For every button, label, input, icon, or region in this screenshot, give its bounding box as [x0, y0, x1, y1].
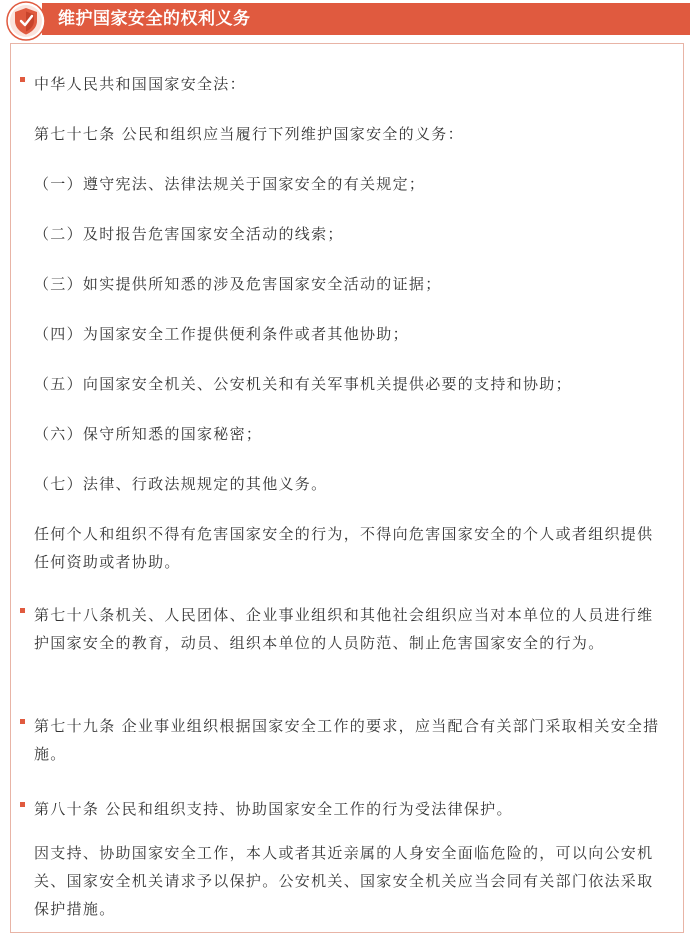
bullet-marker	[20, 77, 25, 82]
duty-item: （七）法律、行政法规规定的其他义务。	[34, 475, 328, 493]
duty-item: （六）保守所知悉的国家秘密；	[34, 425, 263, 443]
bullet-marker	[20, 608, 25, 613]
duty-item: （一）遵守宪法、法律法规关于国家安全的有关规定；	[34, 175, 426, 193]
prohibition-paragraph: 任何个人和组织不得有危害国家安全的行为，不得向危害国家安全的个人或者组织提供任何资助或者协助。	[34, 525, 654, 571]
duty-item: （二）及时报告危害国家安全活动的线索；	[34, 225, 344, 243]
article-80-detail: 因支持、协助国家安全工作，本人或者其近亲属的人身安全面临危险的，可以向公安机关、国家安全机关请求予以保护。公安机关、国家安全机关应当会同有关部门依法采取保护措施。	[34, 844, 654, 918]
section-header	[6, 3, 690, 35]
law-title: 中华人民共和国国家安全法：	[34, 75, 246, 93]
duty-item: （四）为国家安全工作提供便利条件或者其他协助；	[34, 325, 409, 343]
shield-badge-icon	[6, 1, 46, 41]
duty-item: （三）如实提供所知悉的涉及危害国家安全活动的证据；	[34, 275, 442, 293]
article-78-paragraph: 第七十八条机关、人民团体、企业事业组织和其他社会组织应当对本单位的人员进行维护国家安全的教育，动员、组织本单位的人员防范、制止危害国家安全的行为。	[34, 606, 654, 652]
article-80-paragraph: 第八十条 公民和组织支持、协助国家安全工作的行为受法律保护。	[34, 800, 513, 818]
article-79-paragraph: 第七十九条 企业事业组织根据国家安全工作的要求，应当配合有关部门采取相关安全措施。	[34, 717, 660, 763]
bullet-marker	[20, 719, 25, 724]
bullet-marker	[20, 802, 25, 807]
article-77-intro: 第七十七条 公民和组织应当履行下列维护国家安全的义务：	[34, 125, 464, 143]
duty-item: （五）向国家安全机关、公安机关和有关军事机关提供必要的支持和协助；	[34, 375, 572, 393]
section-title: 维护国家安全的权利义务	[58, 9, 251, 29]
